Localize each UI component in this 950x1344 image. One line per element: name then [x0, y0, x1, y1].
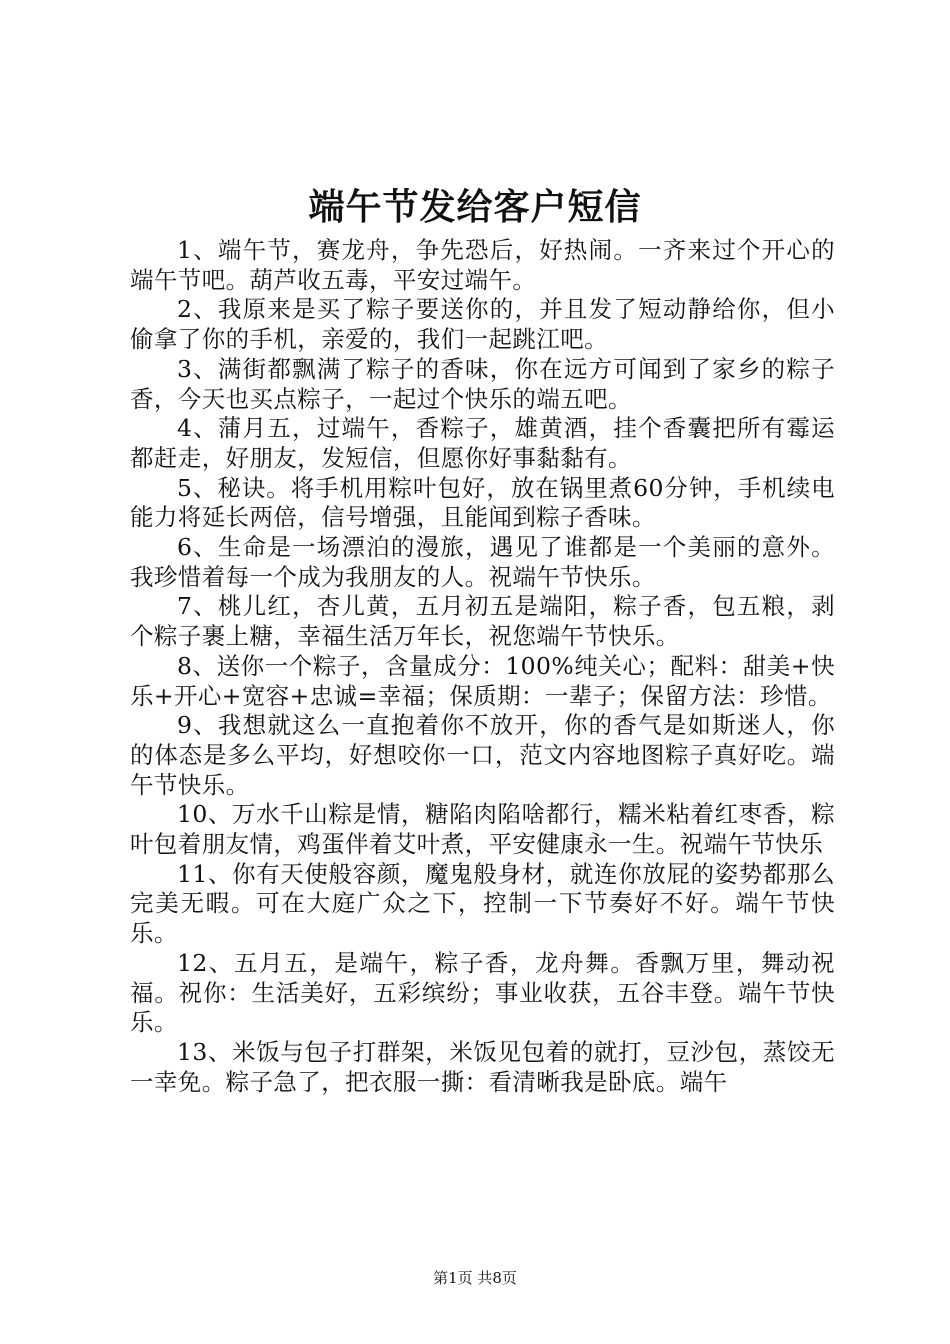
paragraph-9: 9、我想就这么一直抱着你不放开，你的香气是如斯迷人，你的体态是多么平均，好想咬你一口，范文内容地图粽子真好吃。端午节快乐。 [130, 711, 835, 799]
paragraph-6: 6、生命是一场漂泊的漫旅，遇见了谁都是一个美丽的意外。我珍惜着每一个成为我朋友的人。祝端午节快乐。 [130, 533, 835, 591]
document-title: 端午节发给客户短信 [308, 187, 642, 228]
paragraph-5: 5、秘诀。将手机用粽叶包好，放在锅里煮60分钟，手机续电能力将延长两倍，信号增强，且能闻到粽子香味。 [130, 473, 835, 532]
paragraph-4: 4、蒲月五，过端午，香粽子，雄黄酒，挂个香囊把所有霉运都赶走，好朋友，发短信，但愿你好事黏黏有。 [130, 414, 835, 472]
paragraph-12: 12、五月五，是端午，粽子香，龙舟舞。香飘万里，舞动祝福。祝你：生活美好，五彩缤纷；事业收获，五谷丰登。端午节快乐。 [130, 948, 835, 1037]
paragraph-1: 1、端午节，赛龙舟，争先恐后，好热闹。一齐来过个开心的端午节吧。葫芦收五毒，平安过端午。 [130, 236, 835, 294]
paragraph-8: 8、送你一个粽子，含量成分：100%纯关心；配料：甜美+快乐+开心+宽容+忠诚=幸福；保质期：一辈子；保留方法：珍惜。 [130, 651, 835, 710]
paragraph-11: 11、你有天使般容颜，魔鬼般身材，就连你放屁的姿势都那么完美无暇。可在大庭广众之下，控制一下节奏好不好。端午节快乐。 [130, 859, 835, 948]
paragraph-2: 2、我原来是买了粽子要送你的，并且发了短动静给你，但小偷拿了你的手机，亲爱的，我们一起跳江吧。 [130, 295, 835, 354]
paragraph-3: 3、满街都飘满了粽子的香味，你在远方可闻到了家乡的粽子香，今天也买点粽子，一起过个快乐的端五吧。 [130, 354, 835, 413]
page-number-footer: 第1页 共8页 [433, 1269, 517, 1287]
paragraph-7: 7、桃儿红，杏儿黄，五月初五是端阳，粽子香，包五粮，剥个粽子裹上糖，幸福生活万年长，祝您端午节快乐。 [130, 592, 835, 651]
paragraph-10: 10、万水千山粽是情，糖陷肉陷啥都行，糯米粘着红枣香，粽叶包着朋友情，鸡蛋伴着艾叶煮，平安健康永一生。祝端午节快乐 [130, 800, 835, 859]
paragraph-13: 13、米饭与包子打群架，米饭见包着的就打，豆沙包，蒸饺无一幸免。粽子急了，把衣服一撕：看清晰我是卧底。端午 [130, 1037, 835, 1096]
document-body [130, 236, 835, 1097]
